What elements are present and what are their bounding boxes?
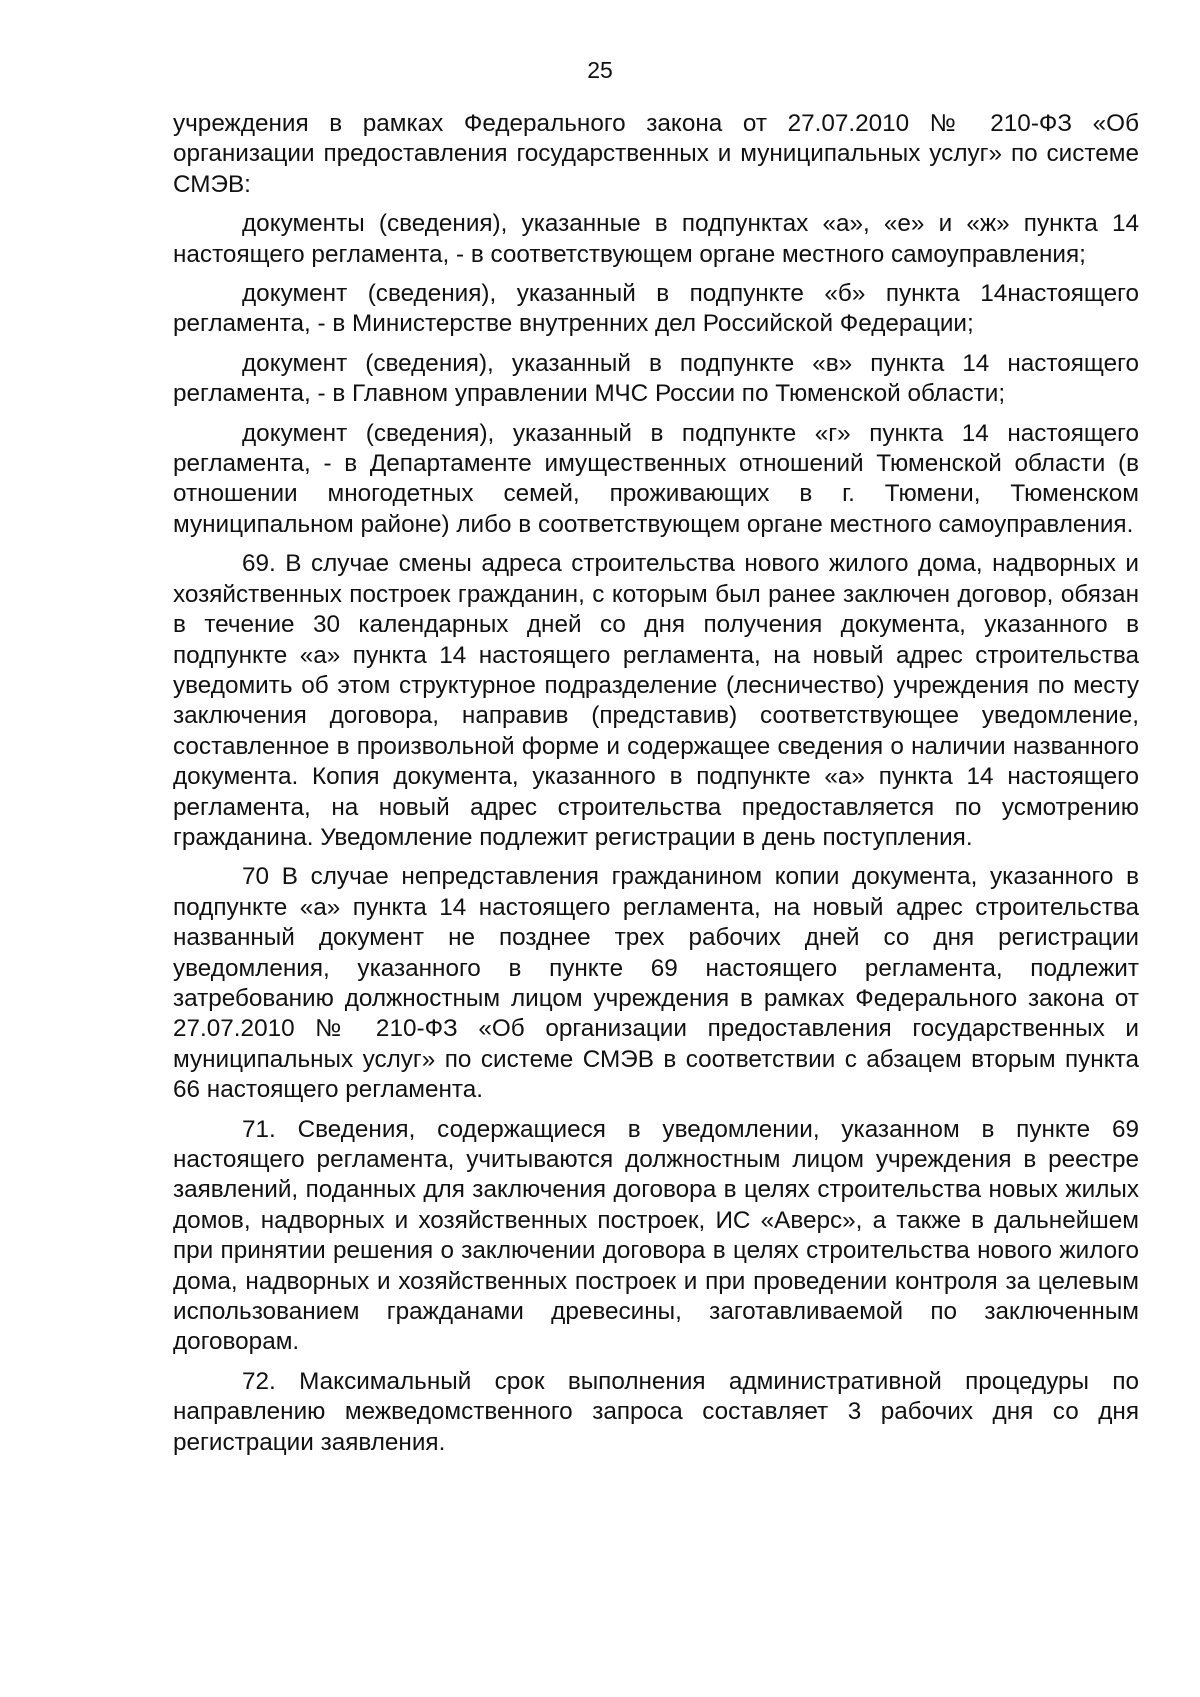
document-body (173, 109, 1139, 1458)
paragraph-70: 70 В случае непредставления гражданином копии документа, указанного в подпункте «а» пункта 14 настоящего регламента, на новый адрес строительства названный документ не позднее трех рабочих дней со дня регистрации уведомления, указанного в пункте 69 настоящего регламента, подлежит затребованию должностным лицом учреждения в рамках Федерального закона от 27.07.2010 № 210-ФЗ «Об организации предоставления государственных и муниципальных услуг» по системе СМЭВ в соответствии с абзацем вторым пункта 66 настоящего регламента. (173, 863, 1139, 1104)
paragraph-item: документ (сведения), указанный в подпункте «в» пункта 14 настоящего регламента, - в Главном управлении МЧС России по Тюменской области; (173, 349, 1139, 408)
paragraph-continuation: учреждения в рамках Федерального закона от 27.07.2010 № 210-ФЗ «Об организации предоставления государственных и муниципальных услуг» по системе СМЭВ: (173, 110, 1139, 198)
page-number: 25 (587, 57, 613, 83)
paragraph-item: документы (сведения), указанные в подпунктах «а», «е» и «ж» пункта 14 настоящего регламента, - в соответствующем органе местного самоуправления; (173, 210, 1139, 268)
paragraph-item: документ (сведения), указанный в подпункте «б» пункта 14настоящего регламента, - в Министерстве внутренних дел Российской Федерации; (173, 280, 1139, 338)
paragraph-item: документ (сведения), указанный в подпункте «г» пункта 14 настоящего регламента, - в Департаменте имущественных отношений Тюменской области (в отношении многодетных семей, проживающих в г. Тюмени, Тюменском муниципальном районе) либо в соответствующем органе местного самоуправления. (173, 419, 1139, 538)
paragraph-72: 72. Максимальный срок выполнения административной процедуры по направлению межведомственного запроса составляет 3 рабочих дня со дня регистрации заявления. (173, 1367, 1139, 1456)
paragraph-69: 69. В случае смены адреса строительства нового жилого дома, надворных и хозяйственных построек гражданин, с которым был ранее заключен договор, обязан в течение 30 календарных дней со дня получения документа, указанного в подпункте «а» пункта 14 настоящего регламента, на новый адрес строительства уведомить об этом структурное подразделение (лесничество) учреждения по месту заключения договора, направив (представив) соответствующее уведомление, составленное в произвольной форме и содержащее сведения о наличии названного документа. Копия документа, указанного в подпункте «а» пункта 14 настоящего регламента, на новый адрес строительства предоставляется по усмотрению гражданина. Уведомление подлежит регистрации в день поступления. (173, 550, 1139, 851)
paragraph-71: 71. Сведения, содержащиеся в уведомлении, указанном в пункте 69 настоящего регламента, учитываются должностным лицом учреждения в реестре заявлений, поданных для заключения договора в целях строительства новых жилых домов, надворных и хозяйственных построек, ИС «Аверс», а также в дальнейшем при принятии решения о заключении договора в целях строительства нового жилого дома, надворных и хозяйственных построек и при проведении контроля за целевым использованием гражданами древесины, заготавливаемой по заключенным договорам. (173, 1115, 1139, 1356)
